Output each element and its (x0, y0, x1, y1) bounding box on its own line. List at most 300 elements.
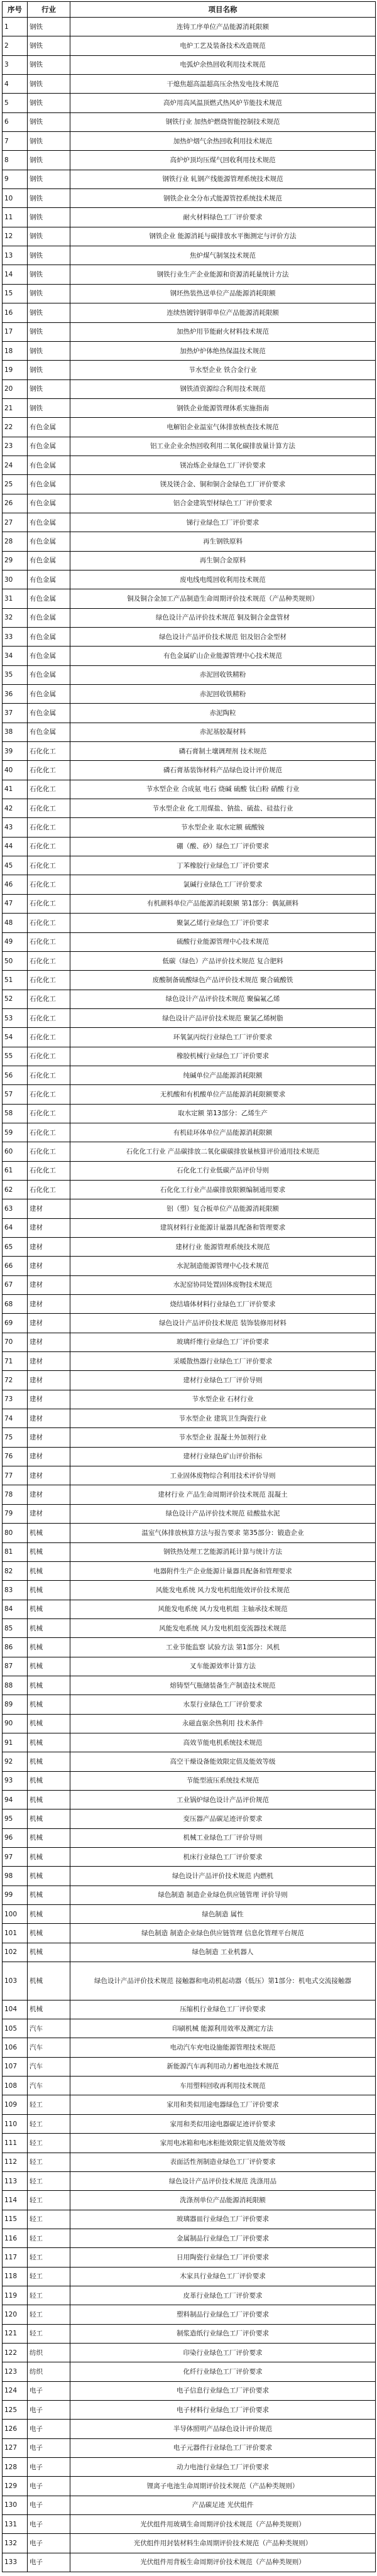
row-industry: 轻工 (28, 2324, 70, 2343)
row-project-name: 表面活性剂制造业绿色工厂评价要求 (70, 2153, 376, 2171)
row-serial: 124 (3, 2381, 28, 2400)
row-project-name: 绿色设计产品评价技术规范 洗涤用品 (70, 2171, 376, 2190)
row-industry: 电子 (28, 2534, 70, 2553)
row-serial: 111 (3, 2134, 28, 2153)
table-row (3, 1524, 376, 1542)
table-row (3, 2000, 376, 2019)
row-industry: 建材 (28, 1275, 70, 1294)
row-serial: 128 (3, 2458, 28, 2477)
row-industry: 有色金属 (28, 628, 70, 647)
row-industry: 钢铁 (28, 322, 70, 341)
row-industry: 有色金属 (28, 723, 70, 741)
row-serial: 1 (3, 18, 28, 36)
table-row (3, 1447, 376, 1466)
table-row (3, 951, 376, 970)
table-row (3, 608, 376, 627)
table-row (3, 475, 376, 494)
row-serial: 35 (3, 665, 28, 684)
row-industry: 汽车 (28, 2077, 70, 2095)
standards-table (2, 1, 376, 2572)
table-row (3, 1848, 376, 1867)
row-industry: 电子 (28, 2496, 70, 2514)
row-industry: 石化化工 (28, 780, 70, 799)
header-serial: 序号 (3, 2, 28, 18)
table-body (3, 18, 376, 2572)
row-industry: 轻工 (28, 2267, 70, 2286)
table-row (3, 1333, 376, 1351)
table-row (3, 1104, 376, 1123)
row-serial: 47 (3, 894, 28, 913)
row-project-name: 化纤行业绿色工厂评价要求 (70, 2362, 376, 2381)
table-row (3, 1257, 376, 1275)
table-row (3, 1504, 376, 1523)
row-project-name: 有色金属矿山企业能源管理中心技术规范 (70, 647, 376, 665)
row-industry: 机械 (28, 1542, 70, 1561)
row-serial: 70 (3, 1333, 28, 1351)
row-project-name: 皮革行业绿色工厂评价要求 (70, 2286, 376, 2305)
table-row (3, 2381, 376, 2400)
row-project-name: 建材行业 产品生命周期评价技术规范 混凝土 (70, 1485, 376, 1504)
row-project-name: 压缩机行业绿色工厂评价要求 (70, 2000, 376, 2019)
row-project-name: 节水型企业 混凝土外加剂行业 (70, 1428, 376, 1447)
row-project-name: 金属制品行业绿色工厂评价要求 (70, 2229, 376, 2247)
row-industry: 有色金属 (28, 647, 70, 665)
row-industry: 机械 (28, 1771, 70, 1790)
table-row (3, 2248, 376, 2267)
row-project-name: 电解铝企业温室气体排放核查技术规范 (70, 418, 376, 437)
row-serial: 7 (3, 132, 28, 151)
row-project-name: 绿色制造 工业机器人 (70, 1943, 376, 1962)
table-row (3, 1371, 376, 1390)
row-industry: 电子 (28, 2553, 70, 2572)
row-serial: 12 (3, 227, 28, 246)
row-serial: 48 (3, 914, 28, 932)
row-industry: 有色金属 (28, 456, 70, 474)
row-serial: 121 (3, 2324, 28, 2343)
row-project-name: 绿色制造 制造企业绿色供应链管理 信息化管理平台规范 (70, 1924, 376, 1943)
row-industry: 建材 (28, 1352, 70, 1371)
row-industry: 石化化工 (28, 1028, 70, 1047)
row-industry: 石化化工 (28, 894, 70, 913)
row-project-name: 建材行业绿色工厂评价导则 (70, 1371, 376, 1390)
row-serial: 39 (3, 742, 28, 761)
table-row (3, 1714, 376, 1733)
row-serial: 56 (3, 1066, 28, 1084)
row-serial: 3 (3, 55, 28, 74)
table-row (3, 1733, 376, 1752)
row-project-name: 新能源汽车再利用动力蓄电池技术规范 (70, 2057, 376, 2076)
row-industry: 钢铁 (28, 170, 70, 188)
row-industry: 电子 (28, 2438, 70, 2457)
row-industry: 钢铁 (28, 265, 70, 284)
table-row (3, 303, 376, 322)
table-row (3, 341, 376, 360)
row-serial: 61 (3, 1161, 28, 1180)
table-row (3, 1466, 376, 1485)
table-row (3, 837, 376, 856)
row-project-name: 镁冶炼企业绿色工厂评价要求 (70, 456, 376, 474)
row-project-name: 绿色设计产品评价技术规范 接触器和电动机起动器（低压）第1部分：机电式交流接触器 (70, 1962, 376, 2000)
row-project-name: 电炉工艺及装备技术改造规范 (70, 36, 376, 55)
row-serial: 28 (3, 532, 28, 551)
row-industry: 石化化工 (28, 875, 70, 894)
table-row (3, 2420, 376, 2438)
row-serial: 10 (3, 189, 28, 208)
row-project-name: 节水型企业 建筑卫生陶瓷行业 (70, 1409, 376, 1428)
row-serial: 11 (3, 208, 28, 227)
table-row (3, 685, 376, 704)
row-project-name: 丁苯橡胶行业绿色工厂评价要求 (70, 856, 376, 875)
row-project-name: 镁及镁合金、铜和铜合金绿色工厂评价要求 (70, 475, 376, 494)
row-industry: 钢铁 (28, 151, 70, 170)
row-project-name: 风能发电系统 风力发电机组变流器技术规范 (70, 1618, 376, 1637)
table-row (3, 761, 376, 780)
row-industry: 机械 (28, 1943, 70, 1962)
row-serial: 29 (3, 551, 28, 570)
row-project-name: 烧结墙体材料行业绿色工厂评价要求 (70, 1295, 376, 1314)
row-industry: 石化化工 (28, 932, 70, 951)
row-industry: 轻工 (28, 2286, 70, 2305)
row-industry: 石化化工 (28, 1066, 70, 1084)
row-project-name: 赤泥陶粒 (70, 704, 376, 723)
row-serial: 65 (3, 1238, 28, 1257)
row-project-name: 锂离子电池生命周期评价技术规范（产品种类规则） (70, 2477, 376, 2496)
table-row (3, 2534, 376, 2553)
table-row (3, 322, 376, 341)
header-project-name: 项目名称 (70, 2, 376, 18)
table-row (3, 1962, 376, 2000)
row-project-name: 再生钢铁原料 (70, 532, 376, 551)
row-industry: 钢铁 (28, 361, 70, 379)
table-row (3, 570, 376, 589)
row-industry: 建材 (28, 1409, 70, 1428)
table-row (3, 151, 376, 170)
row-project-name: 节水型企业 化工用煤盐、钠盐、硫盐、硅盐行业 (70, 799, 376, 818)
row-industry: 机械 (28, 1581, 70, 1600)
row-industry: 机械 (28, 1618, 70, 1637)
header-industry: 行业 (28, 2, 70, 18)
row-industry: 电子 (28, 2458, 70, 2477)
table-row (3, 189, 376, 208)
row-serial: 88 (3, 1676, 28, 1695)
row-project-name: 加热炉炉体绝热保温技术规范 (70, 341, 376, 360)
row-serial: 85 (3, 1618, 28, 1637)
row-project-name: 绿色制造 属性 (70, 1905, 376, 1924)
row-serial: 4 (3, 75, 28, 94)
row-serial: 51 (3, 971, 28, 990)
row-project-name: 水泵行业绿色工厂评价要求 (70, 1695, 376, 1714)
table-row (3, 2229, 376, 2247)
table-row (3, 780, 376, 799)
row-serial: 123 (3, 2362, 28, 2381)
row-industry: 建材 (28, 1447, 70, 1466)
row-project-name: 光伏组件用封装材料生命周期评价技术规范（产品种类规则） (70, 2534, 376, 2553)
row-project-name: 纯碱单位产品能源消耗限额 (70, 1066, 376, 1084)
row-serial: 90 (3, 1714, 28, 1733)
row-serial: 86 (3, 1638, 28, 1657)
table-row (3, 1352, 376, 1371)
row-serial: 62 (3, 1180, 28, 1199)
row-project-name: 高炉炉顶均压煤气回收利用技术规范 (70, 151, 376, 170)
row-project-name: 赤泥回收铁精粉 (70, 665, 376, 684)
row-project-name: 高空干燥设备能效限定值及能效等级 (70, 1752, 376, 1771)
row-industry: 钢铁 (28, 208, 70, 227)
table-row (3, 628, 376, 647)
row-project-name: 赤泥回收铁精粉 (70, 685, 376, 704)
row-project-name: 塑料制品行业绿色工厂评价要求 (70, 2305, 376, 2324)
row-industry: 机械 (28, 1695, 70, 1714)
row-project-name: 制浆造纸行业绿色工厂评价要求 (70, 2324, 376, 2343)
row-project-name: 节水型企业 取水定额 硫酸铵 (70, 818, 376, 837)
row-industry: 建材 (28, 1504, 70, 1523)
row-project-name: 产品碳足迹 光伏组件 (70, 2496, 376, 2514)
table-row (3, 2343, 376, 2362)
table-row (3, 494, 376, 513)
table-row (3, 1600, 376, 1618)
table-row (3, 456, 376, 474)
row-project-name: 聚氯乙烯行业绿色工厂评价要求 (70, 914, 376, 932)
row-serial: 67 (3, 1275, 28, 1294)
row-project-name: 电子元器件行业绿色工厂评价要求 (70, 2438, 376, 2457)
row-project-name: 焦炉煤气制氢技术规范 (70, 246, 376, 265)
row-project-name: 铝工业企业余热回收利用二氧化碳排放量计算方法 (70, 437, 376, 456)
row-industry: 有色金属 (28, 494, 70, 513)
table-row (3, 551, 376, 570)
row-project-name: 锑行业绿色工厂评价要求 (70, 513, 376, 532)
row-industry: 机械 (28, 1848, 70, 1867)
row-serial: 75 (3, 1428, 28, 1447)
row-serial: 60 (3, 1142, 28, 1161)
row-industry: 轻工 (28, 2248, 70, 2267)
table-row (3, 1047, 376, 1066)
table-row (3, 665, 376, 684)
row-project-name: 风能发电系统 风力发电机组能效评价技术规范 (70, 1581, 376, 1600)
row-serial: 13 (3, 246, 28, 265)
row-serial: 20 (3, 379, 28, 398)
row-project-name: 玻璃器皿行业绿色工厂评价要求 (70, 2210, 376, 2229)
row-industry: 钢铁 (28, 112, 70, 131)
row-industry: 有色金属 (28, 685, 70, 704)
table-row (3, 418, 376, 437)
row-industry: 石化化工 (28, 1161, 70, 1180)
table-row (3, 1275, 376, 1294)
table-row (3, 875, 376, 894)
row-industry: 建材 (28, 1295, 70, 1314)
row-serial: 120 (3, 2305, 28, 2324)
row-project-name: 环氧氯丙烷行业绿色工厂评价要求 (70, 1028, 376, 1047)
row-serial: 74 (3, 1409, 28, 1428)
row-serial: 23 (3, 437, 28, 456)
row-industry: 纺织 (28, 2362, 70, 2381)
row-serial: 103 (3, 1962, 28, 2000)
row-serial: 25 (3, 475, 28, 494)
table-row (3, 1142, 376, 1161)
row-industry: 钢铁 (28, 36, 70, 55)
row-serial: 107 (3, 2057, 28, 2076)
row-industry: 机械 (28, 1790, 70, 1809)
row-project-name: 电器附件生产企业能源计量器具配备和管理要求 (70, 1561, 376, 1580)
row-serial: 27 (3, 513, 28, 532)
row-serial: 66 (3, 1257, 28, 1275)
row-serial: 26 (3, 494, 28, 513)
row-project-name: 干熄焦超高温超高压余热发电技术规范 (70, 75, 376, 94)
row-serial: 87 (3, 1657, 28, 1676)
row-project-name: 节水型企业 铁合金行业 (70, 361, 376, 379)
row-industry: 钢铁 (28, 246, 70, 265)
row-project-name: 建材行业绿色矿山评价指标 (70, 1447, 376, 1466)
row-project-name: 家用电冰箱和电冰柜能效限定值及能效等级 (70, 2134, 376, 2153)
table-row (3, 532, 376, 551)
row-serial: 30 (3, 570, 28, 589)
table-row (3, 2114, 376, 2133)
row-serial: 97 (3, 1848, 28, 1867)
row-serial: 33 (3, 628, 28, 647)
row-industry: 有色金属 (28, 551, 70, 570)
row-serial: 91 (3, 1733, 28, 1752)
row-project-name: 木家具行业绿色工厂评价要求 (70, 2267, 376, 2286)
table-row (3, 1199, 376, 1218)
row-industry: 有色金属 (28, 704, 70, 723)
table-row (3, 2515, 376, 2534)
row-serial: 106 (3, 2038, 28, 2057)
row-project-name: 钢铁企业能源管理体系实施指南 (70, 398, 376, 417)
table-row (3, 246, 376, 265)
row-serial: 43 (3, 818, 28, 837)
row-serial: 49 (3, 932, 28, 951)
row-serial: 125 (3, 2400, 28, 2419)
row-project-name: 水泥窑协同处置固体废物技术规范 (70, 1275, 376, 1294)
table-row (3, 1485, 376, 1504)
row-serial: 22 (3, 418, 28, 437)
row-industry: 机械 (28, 1905, 70, 1924)
row-industry: 钢铁 (28, 284, 70, 303)
row-serial: 41 (3, 780, 28, 799)
table-row (3, 1886, 376, 1904)
table-row (3, 2305, 376, 2324)
table-row (3, 2077, 376, 2095)
row-project-name: 车用塑料回收再利用技术规范 (70, 2077, 376, 2095)
row-industry: 机械 (28, 1809, 70, 1828)
row-industry: 轻工 (28, 2229, 70, 2247)
row-serial: 46 (3, 875, 28, 894)
row-serial: 126 (3, 2420, 28, 2438)
row-serial: 119 (3, 2286, 28, 2305)
table-row (3, 2553, 376, 2572)
table-row (3, 1790, 376, 1809)
row-serial: 73 (3, 1390, 28, 1409)
row-industry: 机械 (28, 1733, 70, 1752)
row-industry: 石化化工 (28, 742, 70, 761)
row-serial: 94 (3, 1790, 28, 1809)
table-row (3, 132, 376, 151)
row-serial: 50 (3, 951, 28, 970)
row-project-name: 印刷机械 能源利用效率及测定方法 (70, 2019, 376, 2038)
row-industry: 电子 (28, 2420, 70, 2438)
row-project-name: 变压器产品碳足迹评价要求 (70, 1809, 376, 1828)
table-row (3, 856, 376, 875)
row-serial: 95 (3, 1809, 28, 1828)
row-industry: 石化化工 (28, 1047, 70, 1066)
row-industry: 机械 (28, 1924, 70, 1943)
row-industry: 有色金属 (28, 570, 70, 589)
row-serial: 21 (3, 398, 28, 417)
row-industry: 钢铁 (28, 379, 70, 398)
row-industry: 建材 (28, 1238, 70, 1257)
row-project-name: 半导体照明产品绿色设计评价规范 (70, 2420, 376, 2438)
row-project-name: 日用陶瓷行业绿色工厂评价要求 (70, 2248, 376, 2267)
table-row (3, 818, 376, 837)
table-row (3, 1581, 376, 1600)
row-serial: 58 (3, 1104, 28, 1123)
row-project-name: 电动汽车充电设施能源管理技术规范 (70, 2038, 376, 2057)
table-row (3, 1657, 376, 1676)
row-industry: 机械 (28, 1657, 70, 1676)
row-serial: 101 (3, 1924, 28, 1943)
table-row (3, 112, 376, 131)
row-project-name: 铝合金建筑型材绿色工厂评价要求 (70, 494, 376, 513)
row-project-name: 风能发电系统 风力发电机组 主轴承技术规范 (70, 1600, 376, 1618)
table-row (3, 1238, 376, 1257)
row-industry: 机械 (28, 1828, 70, 1847)
row-serial: 89 (3, 1695, 28, 1714)
table-row (3, 170, 376, 188)
row-industry: 石化化工 (28, 1085, 70, 1104)
table-row (3, 914, 376, 932)
row-project-name: 家用和类似用途电器碳足迹评价要求 (70, 2114, 376, 2133)
row-serial: 114 (3, 2191, 28, 2210)
row-project-name: 橡胶机械行业绿色工厂评价要求 (70, 1047, 376, 1066)
row-serial: 81 (3, 1542, 28, 1561)
row-project-name: 钢坯热装热送单位产品能源消耗限额 (70, 284, 376, 303)
row-serial: 5 (3, 94, 28, 112)
table-row (3, 2286, 376, 2305)
row-project-name: 钢铁企业 能源消耗与碳排放水平衡测定与评价方法 (70, 227, 376, 246)
row-industry: 石化化工 (28, 799, 70, 818)
table-row (3, 2191, 376, 2210)
row-industry: 石化化工 (28, 951, 70, 970)
row-project-name: 机械工业绿色工厂评价导则 (70, 1828, 376, 1847)
row-project-name: 氯碱行业绿色工厂评价要求 (70, 875, 376, 894)
row-industry: 建材 (28, 1485, 70, 1504)
row-project-name: 建筑材料行业能源计量器具配备和管理要求 (70, 1218, 376, 1237)
table-row (3, 513, 376, 532)
table-row (3, 1123, 376, 1142)
row-serial: 118 (3, 2267, 28, 2286)
table-row (3, 2038, 376, 2057)
row-project-name: 加热炉用节能耐火材料技术规范 (70, 322, 376, 341)
row-serial: 17 (3, 322, 28, 341)
row-industry: 石化化工 (28, 1180, 70, 1199)
row-industry: 汽车 (28, 2038, 70, 2057)
row-project-name: 绿色设计产品评价技术规范 聚偏氟乙烯 (70, 990, 376, 1008)
row-industry: 纺织 (28, 2343, 70, 2362)
row-project-name: 废酸制备硫酸绿色产品评价技术规范 聚合硫酸铁 (70, 971, 376, 990)
table-row (3, 723, 376, 741)
table-row (3, 1809, 376, 1828)
row-industry: 有色金属 (28, 665, 70, 684)
row-project-name: 绿色设计产品评价技术规范 内燃机 (70, 1867, 376, 1886)
row-project-name: 取水定额 第13部分：乙烯生产 (70, 1104, 376, 1123)
table-row (3, 1390, 376, 1409)
table-row (3, 2210, 376, 2229)
row-industry: 电子 (28, 2400, 70, 2419)
table-row (3, 1676, 376, 1695)
row-project-name: 石化化工行业 产品碳排放二氧化碳碳排放量核算评价通用技术规范 (70, 1142, 376, 1161)
row-industry: 轻工 (28, 2134, 70, 2153)
row-serial: 71 (3, 1352, 28, 1371)
row-serial: 108 (3, 2077, 28, 2095)
row-industry: 钢铁 (28, 227, 70, 246)
